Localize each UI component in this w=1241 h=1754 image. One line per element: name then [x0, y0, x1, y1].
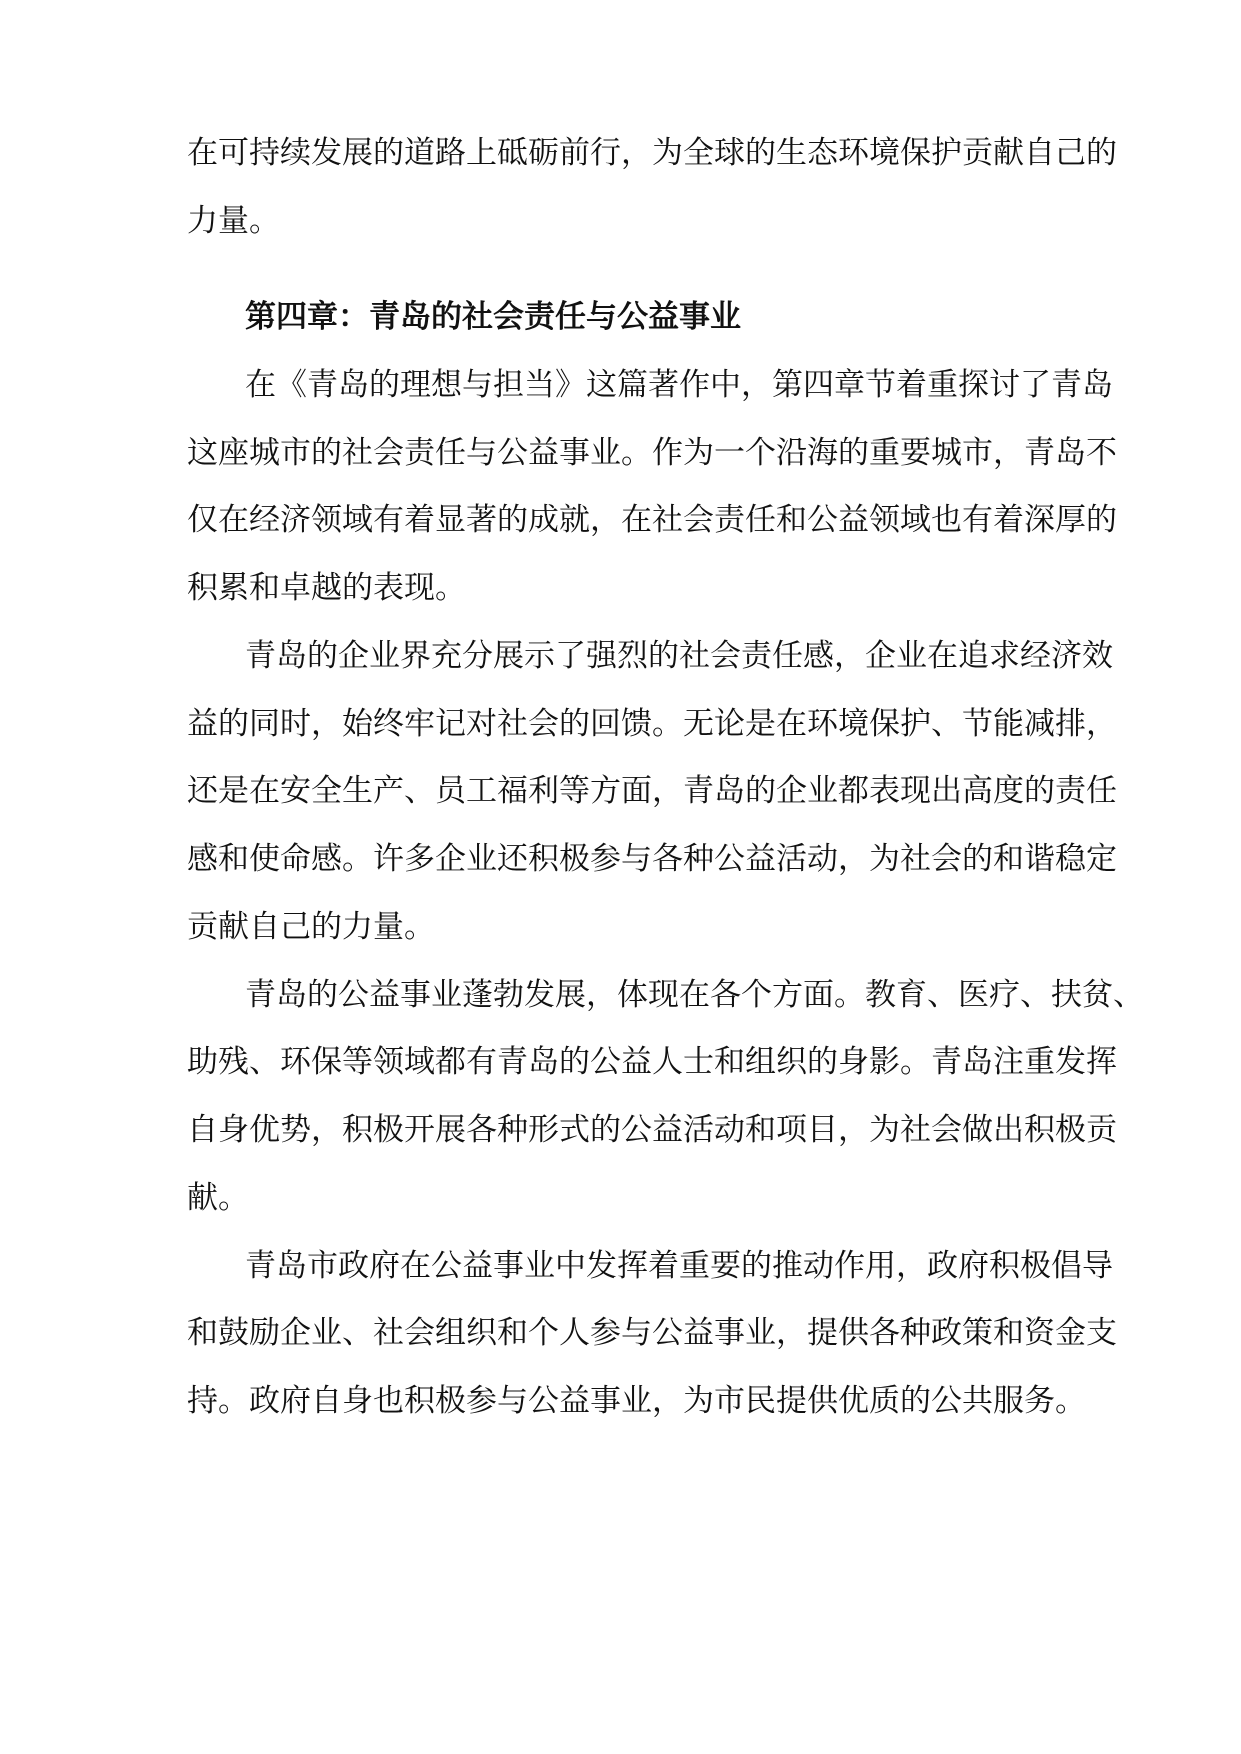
paragraph-1-line-1: 在《青岛的理想与担当》这篇著作中，第四章节着重探讨了青岛 — [245, 367, 1113, 403]
paragraph-1-line-3: 仅在经济领域有着显著的成就，在社会责任和公益领域也有着深厚的 — [187, 502, 1117, 538]
paragraph-2-line-1: 青岛的企业界充分展示了强烈的社会责任感，企业在追求经济效 — [245, 638, 1113, 674]
paragraph-2-line-2: 益的同时，始终牢记对社会的回馈。无论是在环境保护、节能减排， — [187, 706, 1117, 742]
paragraph-4-line-2: 和鼓励企业、社会组织和个人参与公益事业，提供各种政策和资金支 — [187, 1315, 1117, 1351]
paragraph-4-line-1: 青岛市政府在公益事业中发挥着重要的推动作用，政府积极倡导 — [245, 1248, 1113, 1284]
paragraph-4-line-3: 持。政府自身也积极参与公益事业，为市民提供优质的公共服务。 — [187, 1383, 1086, 1419]
paragraph-1-line-2: 这座城市的社会责任与公益事业。作为一个沿海的重要城市，青岛不 — [187, 435, 1117, 471]
paragraph-3-line-3: 自身优势，积极开展各种形式的公益活动和项目，为社会做出积极贡 — [187, 1112, 1117, 1148]
paragraph-3-line-1: 青岛的公益事业蓬勃发展，体现在各个方面。教育、医疗、扶贫、 — [245, 977, 1144, 1013]
paragraph-2-line-3: 还是在安全生产、员工福利等方面，青岛的企业都表现出高度的责任 — [187, 773, 1117, 809]
paragraph-2-line-4: 感和使命感。许多企业还积极参与各种公益活动，为社会的和谐稳定 — [187, 841, 1117, 877]
chapter-heading: 第四章：青岛的社会责任与公益事业 — [245, 299, 741, 335]
continuation-line-1: 在可持续发展的道路上砥砺前行，为全球的生态环境保护贡献自己的 — [187, 135, 1117, 171]
continuation-line-2: 力量。 — [187, 203, 280, 239]
paragraph-3-line-4: 献。 — [187, 1180, 249, 1216]
paragraph-1-line-4: 积累和卓越的表现。 — [187, 570, 466, 606]
paragraph-2-line-5: 贡献自己的力量。 — [187, 909, 435, 945]
paragraph-3-line-2: 助残、环保等领域都有青岛的公益人士和组织的身影。青岛注重发挥 — [187, 1044, 1117, 1080]
